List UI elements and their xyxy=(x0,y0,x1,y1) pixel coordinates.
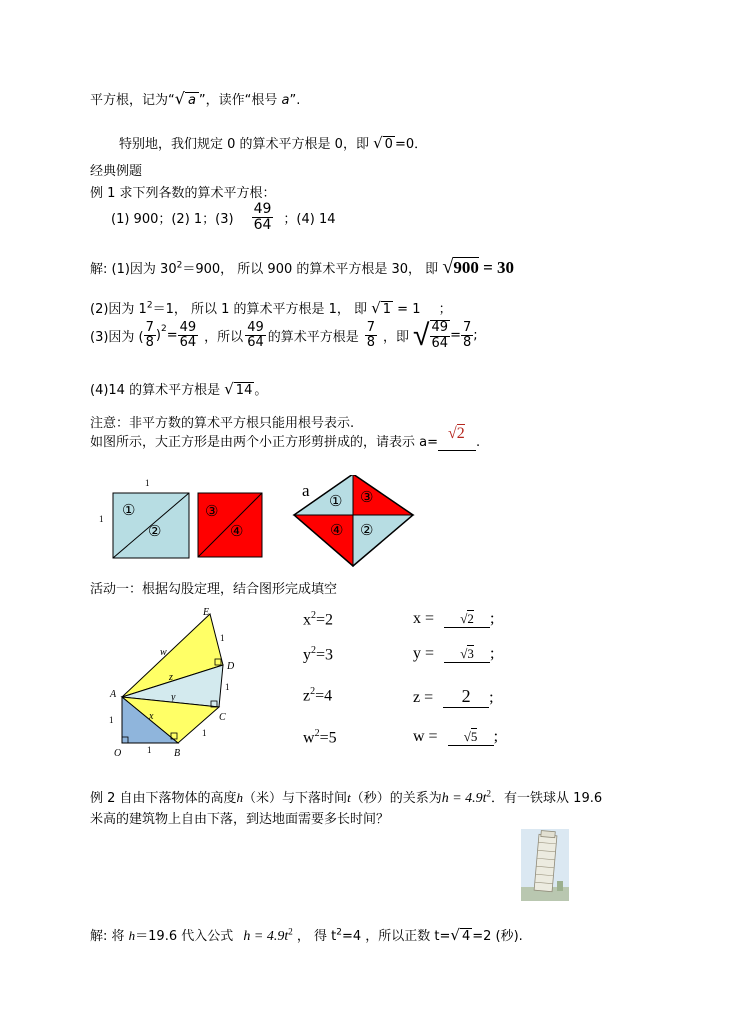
exponent: 2 xyxy=(176,260,183,271)
point-A: A xyxy=(110,689,117,700)
solution3-line xyxy=(90,318,478,353)
numerator: 49 xyxy=(179,319,197,335)
text: 例 2 自由下落物体的高度 xyxy=(90,791,237,806)
length-label: 1 xyxy=(147,745,152,755)
solution1-line xyxy=(90,256,514,279)
activity-title: 活动一：根据勾股定理，结合图形完成填空 xyxy=(90,582,338,597)
fraction-7-8 xyxy=(365,321,377,351)
text: ”，读作“根号 xyxy=(198,93,278,108)
sqrt-900-result: √900 = 30 xyxy=(442,256,514,278)
exponent: 2 xyxy=(311,610,316,621)
result: = 1 xyxy=(393,302,421,317)
text: ， 得 t xyxy=(296,929,337,944)
denominator: 64 xyxy=(431,335,449,351)
point-B: B xyxy=(174,748,181,758)
answer-blank: √5 xyxy=(448,729,494,746)
text: ) xyxy=(155,328,161,343)
base: z xyxy=(303,687,311,705)
text: ．有一铁球从 19.6 xyxy=(491,791,603,806)
radicand: 4 xyxy=(461,929,471,944)
spiral-figure xyxy=(105,603,245,758)
tree xyxy=(557,881,563,891)
sqrt-1-result: √ 1 = 1 xyxy=(371,299,421,317)
sqrt-zero: √ 0 xyxy=(373,134,393,152)
length-label: 1 xyxy=(220,633,225,643)
label-2: ② xyxy=(360,523,374,539)
answer-y xyxy=(413,645,494,663)
denominator: 64 xyxy=(247,335,264,350)
text: ；(4) 14 xyxy=(283,212,336,228)
example2-line1 xyxy=(90,787,602,807)
equation-x xyxy=(303,610,333,629)
text: ，所以 xyxy=(204,330,244,345)
denominator: 64 xyxy=(253,217,272,234)
radicand: 0 xyxy=(384,137,393,152)
exponent: 2 xyxy=(288,926,293,937)
label-2: ② xyxy=(148,524,162,540)
numerator: 49 xyxy=(247,319,264,335)
exponent: 2 xyxy=(310,686,316,697)
equation-y xyxy=(303,645,333,664)
solution2-line xyxy=(90,298,452,317)
leaning-tower-image xyxy=(521,829,569,901)
var-a: a xyxy=(281,93,290,108)
text: 解: (1)因为 30 xyxy=(90,262,177,277)
definition-line xyxy=(90,89,300,108)
side-length-label: 1 xyxy=(99,514,104,524)
text: （秒）的关系为 xyxy=(350,791,442,806)
var-t: t xyxy=(347,790,351,805)
text: 。 xyxy=(254,383,268,398)
exponent: 2 xyxy=(160,324,167,334)
text: 解: 将 xyxy=(90,929,125,944)
var-h: h xyxy=(236,790,244,805)
label-4: ④ xyxy=(230,524,244,540)
text: =0． xyxy=(394,137,428,152)
solution4-line xyxy=(90,379,267,398)
text: = xyxy=(166,328,178,343)
numerator: 49 xyxy=(253,201,272,217)
fraction-7-8 xyxy=(461,321,473,351)
base: x xyxy=(303,611,311,629)
equation-w xyxy=(303,728,337,747)
rhs: =3 xyxy=(316,646,334,664)
answer-z xyxy=(413,686,494,708)
text: (1) 900；(2) 1；(3) xyxy=(111,212,234,228)
text: = xyxy=(450,328,461,343)
text: ，即 xyxy=(383,330,410,345)
denominator: 8 xyxy=(366,335,376,350)
var: w = xyxy=(413,728,438,745)
text: ”. xyxy=(289,93,301,108)
var: x = xyxy=(413,610,435,627)
fraction-49-64 xyxy=(245,321,266,351)
radicand: 3 xyxy=(467,646,474,661)
text: =4 ，所以正数 t= xyxy=(341,929,451,944)
numerator: 7 xyxy=(462,319,472,335)
fraction-49-64 xyxy=(178,321,199,351)
radicand: a xyxy=(185,92,199,108)
radicand: 1 xyxy=(382,302,392,317)
exponent: 2 xyxy=(311,645,316,656)
radicand: 14 xyxy=(235,383,253,398)
side-a-label: a xyxy=(302,481,310,500)
var-z: z xyxy=(169,672,173,683)
exponent: 2 xyxy=(336,927,342,938)
text: (4)14 的算术平方根是 xyxy=(90,383,221,398)
answer-blank: √2 xyxy=(438,435,476,451)
length-label: 1 xyxy=(202,728,207,738)
text: ; xyxy=(473,328,478,343)
end: ; xyxy=(493,728,499,745)
answer-blank: √3 xyxy=(444,646,490,663)
text: . xyxy=(476,435,481,450)
text: （米）与下落时间 xyxy=(243,791,348,806)
text: ＝900， 所以 900 的算术平方根是 30， 即 xyxy=(182,262,439,277)
var-w: w xyxy=(160,647,167,658)
result: = 30 xyxy=(478,258,514,277)
var-h: h xyxy=(128,928,136,943)
label-1: ① xyxy=(122,503,136,519)
fraction-7-8 xyxy=(144,321,156,351)
denominator: 8 xyxy=(462,335,472,350)
point-D: D xyxy=(227,661,235,672)
var-y: y xyxy=(171,692,176,703)
formula: h = 4.9t xyxy=(243,929,289,944)
var-x: x xyxy=(149,711,154,722)
answer-sqrt2: 2 xyxy=(456,425,465,442)
denominator: 64 xyxy=(179,335,197,350)
text: 如图所示，大正方形是由两个小正方形剪拼成的，请表示 a= xyxy=(90,435,438,450)
point-E: E xyxy=(203,607,210,618)
text: =2 (秒). xyxy=(472,929,523,944)
formula: h = 4.9t xyxy=(441,791,487,806)
answer-blank: √2 xyxy=(444,611,490,628)
example2-line2: 米高的建筑物上自由下落，到达地面需要多长时间？ xyxy=(90,812,390,827)
text: ＝19.6 代入公式 xyxy=(135,929,234,944)
radical-sign: √ xyxy=(450,926,460,944)
text: 特别地，我们规定 0 的算术平方根是 0，即 xyxy=(119,137,369,152)
rhs: =2 xyxy=(316,611,334,629)
var: z = xyxy=(413,689,434,706)
solution5-line xyxy=(90,925,523,945)
numerator: 7 xyxy=(145,319,154,335)
text: 的算术平方根是 xyxy=(267,330,359,345)
end: ; xyxy=(490,645,495,662)
rhs: =5 xyxy=(319,729,337,747)
side-length-label: 1 xyxy=(145,478,150,488)
numerator: 7 xyxy=(366,319,376,335)
length-label: 1 xyxy=(109,715,114,725)
answer-blank: 2 xyxy=(443,686,489,708)
length-label: 1 xyxy=(225,682,230,692)
example1-items xyxy=(111,202,336,234)
base: w xyxy=(303,729,315,747)
radical-sign: √ xyxy=(413,318,430,353)
exponent: 2 xyxy=(314,728,320,739)
label-4: ④ xyxy=(330,523,344,539)
radicand: 5 xyxy=(470,729,478,744)
text: 平方根，记为“ xyxy=(90,93,175,108)
answer-x xyxy=(413,610,494,628)
point-O: O xyxy=(114,748,122,758)
figure-question xyxy=(90,425,481,451)
answer-w xyxy=(413,728,498,746)
text: (2)因为 1 xyxy=(90,302,147,317)
point-C: C xyxy=(219,712,226,723)
special-rule-line xyxy=(119,133,427,152)
exponent: 2 xyxy=(486,788,492,799)
equation-z xyxy=(303,686,332,705)
fraction-49-64 xyxy=(430,320,451,351)
example1-title: 例 1 求下列各数的算术平方根： xyxy=(90,186,276,201)
base: y xyxy=(303,646,311,664)
examples-heading: 经典例题 xyxy=(90,164,143,179)
end: ; xyxy=(489,689,494,706)
radical-sign: √ xyxy=(224,380,234,398)
numerator: 49 xyxy=(431,320,449,336)
rhs: =4 xyxy=(315,687,333,705)
denominator: 8 xyxy=(145,335,154,350)
text: ＝1， 所以 1 的算术平方根是 1， 即 xyxy=(152,302,368,317)
label-3: ③ xyxy=(205,504,219,520)
squares-figure xyxy=(95,475,425,575)
label-3: ③ xyxy=(360,490,374,506)
note-line: 注意：非平方数的算术平方根只能用根号表示. xyxy=(90,416,355,431)
exponent: 2 xyxy=(146,300,153,311)
var: y = xyxy=(413,645,435,662)
text: ； xyxy=(438,302,452,317)
sqrt-a: √ a xyxy=(175,89,199,108)
radicand: 2 xyxy=(467,611,474,626)
end: ; xyxy=(490,610,495,627)
radicand: 900 xyxy=(453,258,479,277)
text: (3)因为 ( xyxy=(90,330,144,345)
fraction-49-64 xyxy=(252,202,274,234)
label-1: ① xyxy=(329,494,343,510)
